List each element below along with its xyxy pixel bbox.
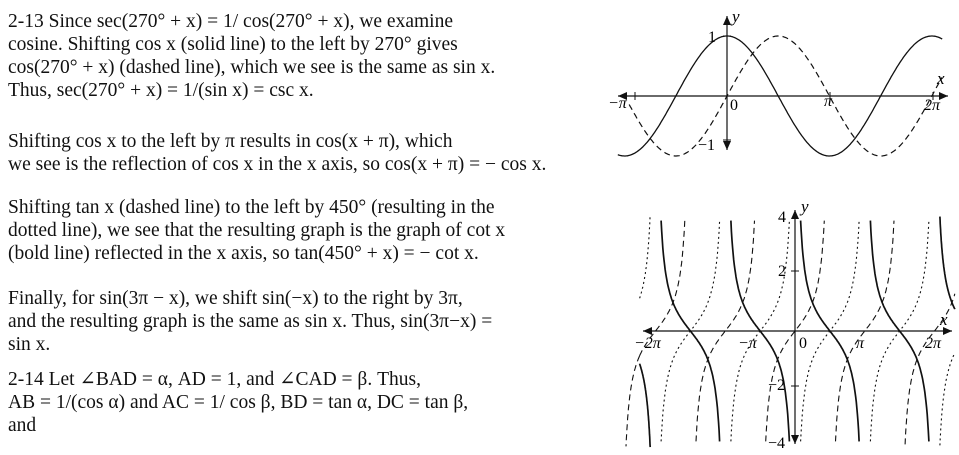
text-line: Shifting tan x (dashed line) to the left by 450° (resulting in the	[8, 197, 495, 218]
cot-bold-curve	[940, 217, 955, 310]
text-line: 2-13 Since sec(270° + x) = 1/ cos(270° + x), we examine	[8, 11, 453, 32]
text-line: and	[8, 415, 37, 436]
text-line: Thus, sec(270° + x) = 1/(sin x) = csc x.	[8, 80, 314, 101]
tan-dashed-curve	[626, 356, 640, 447]
neg-cot-dotted-curve	[940, 353, 955, 446]
graph2-tick-neg-two: −2	[768, 377, 786, 394]
graph2-tick-four: 4	[778, 209, 786, 226]
text-line: 2-14 Let ∠BAD = α, AD = 1, and ∠CAD = β. Thus,	[8, 369, 421, 390]
graph2-y-axis-label: y	[801, 197, 809, 216]
graph2-tick-two-pi: 2π	[925, 335, 942, 352]
graph1-tick-two-pi: 2π	[924, 97, 941, 114]
cot-bold-curve	[640, 364, 651, 447]
neg-cot-dotted-curve	[640, 215, 651, 298]
graph2-tick-pi: π	[856, 335, 865, 352]
text-line: we see is the reflection of cos x in the x axis, so cos(x + π) = − cos x.	[8, 154, 547, 175]
text-line: dotted line), we see that the resulting graph is the graph of cot x	[8, 220, 506, 241]
graph2-tick-zero: 0	[799, 335, 807, 352]
graph1-tick-pi: π	[824, 93, 833, 110]
graph2-tick-neg-four: −4	[768, 435, 786, 452]
text-line: AB = 1/(cos α) and AC = 1/ cos β, BD = tan α, DC = tan β,	[8, 392, 469, 413]
graph1-y-axis-label: y	[732, 7, 740, 26]
graph2-tick-two: 2	[778, 263, 786, 280]
graph1-tick-one: 1	[708, 29, 716, 46]
graph2-tick-neg-two-pi: −2π	[634, 335, 661, 352]
text-line: cos(270° + x) (dashed line), which we see is the same as sin x.	[8, 57, 496, 78]
text-line: Finally, for sin(3π − x), we shift sin(−x) to the right by 3π,	[8, 288, 463, 309]
graph1-x-axis-label: x	[937, 69, 945, 88]
graph1-tick-zero: 0	[730, 97, 738, 114]
graph1-tick-neg-pi: −π	[608, 95, 627, 112]
text-line: sin x.	[8, 334, 51, 355]
graph1-tick-neg-one: −1	[698, 137, 716, 154]
text-line: cosine. Shifting cos x (solid line) to the left by 270° gives	[8, 34, 458, 55]
text-line: Shifting cos x to the left by π results in cos(x + π), which	[8, 131, 453, 152]
graph2-x-axis-label: x	[940, 310, 948, 329]
graph2-tick-neg-pi: −π	[738, 335, 757, 352]
text-line: and the resulting graph is the same as sin x. Thus, sin(3π−x) =	[8, 311, 493, 332]
text-line: (bold line) reflected in the x axis, so tan(450° + x) = − cot x.	[8, 243, 479, 264]
